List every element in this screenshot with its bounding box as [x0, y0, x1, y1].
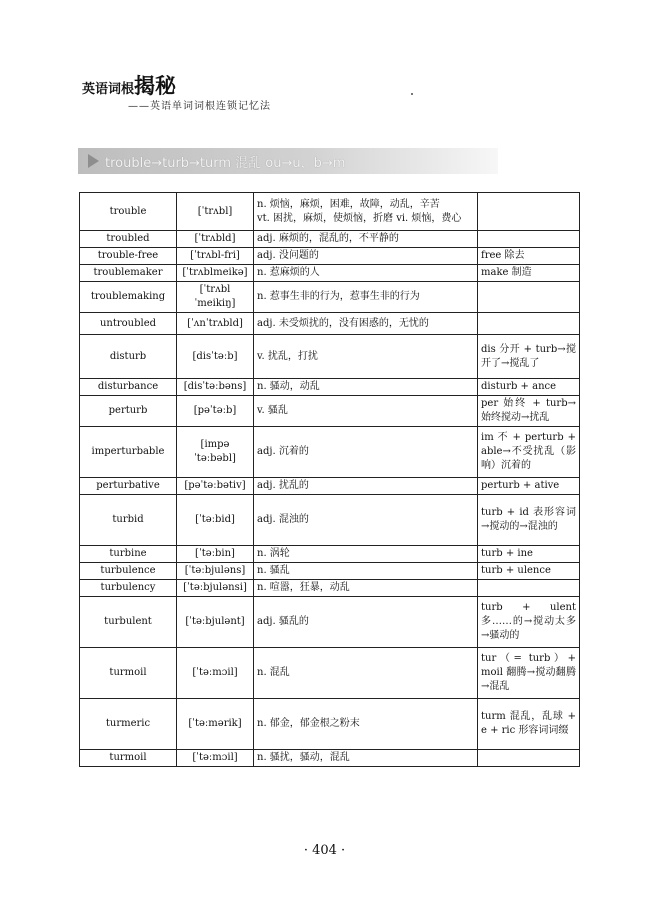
cell-meaning: adj. 扰乱的	[254, 478, 478, 495]
cell-phonetic: [ˈtəːbjuləns]	[177, 563, 254, 580]
table-row	[80, 699, 580, 750]
cell-meaning: n. 喧嚣，狂暴，动乱	[254, 580, 478, 597]
decorative-dot	[411, 93, 413, 95]
cell-etymology: disturb + ance	[478, 379, 580, 396]
cell-etymology: turb + ine	[478, 546, 580, 563]
cell-phonetic: [pəˈtəːb]	[177, 396, 254, 427]
cell-meaning: n. 郁金，郁金根之粉末	[254, 699, 478, 750]
book-title	[82, 70, 176, 100]
cell-meaning: n. 骚扰，骚动，混乱	[254, 750, 478, 767]
cell-phonetic: [ˈtrʌblˈmeikiŋ]	[177, 282, 254, 313]
cell-etymology: turb + id 表形容词→搅动的→混浊的	[478, 495, 580, 546]
table-row	[80, 495, 580, 546]
book-title-prefix: 英语词根	[82, 82, 135, 97]
table-row	[80, 563, 580, 580]
table-row	[80, 282, 580, 313]
cell-phonetic: [ˈtrʌblmeikə]	[177, 265, 254, 282]
vocabulary-table	[79, 192, 580, 767]
cell-etymology	[478, 313, 580, 335]
cell-meaning: n. 骚乱	[254, 563, 478, 580]
cell-phonetic: [ˈtrʌbld]	[177, 231, 254, 248]
cell-meaning: adj. 混浊的	[254, 495, 478, 546]
cell-word: turbid	[80, 495, 177, 546]
cell-etymology: free 除去	[478, 248, 580, 265]
cell-etymology	[478, 750, 580, 767]
cell-phonetic: [disˈtəːbəns]	[177, 379, 254, 396]
cell-word: turmoil	[80, 648, 177, 699]
cell-word: turbulent	[80, 597, 177, 648]
cell-etymology: tur（= turb）+ moil 翻腾→搅动翻腾→混乱	[478, 648, 580, 699]
table-row	[80, 648, 580, 699]
cell-phonetic: [ˈtəːmɔil]	[177, 750, 254, 767]
cell-word: disturbance	[80, 379, 177, 396]
cell-word: untroubled	[80, 313, 177, 335]
cell-etymology	[478, 282, 580, 313]
cell-word: turmoil	[80, 750, 177, 767]
cell-phonetic: [ˈtəːmɔil]	[177, 648, 254, 699]
cell-phonetic: [ˈtəːbjulənt]	[177, 597, 254, 648]
cell-word: troublemaker	[80, 265, 177, 282]
table-row	[80, 750, 580, 767]
cell-meaning: v. 骚乱	[254, 396, 478, 427]
cell-word: imperturbable	[80, 427, 177, 478]
cell-meaning: n. 混乱	[254, 648, 478, 699]
cell-word: turmeric	[80, 699, 177, 750]
cell-word: trouble	[80, 193, 177, 231]
cell-phonetic: [ˈtrʌbl]	[177, 193, 254, 231]
cell-phonetic: [disˈtəːb]	[177, 335, 254, 379]
table-row	[80, 546, 580, 563]
cell-word: turbulence	[80, 563, 177, 580]
cell-meaning: adj. 沉着的	[254, 427, 478, 478]
cell-meaning: n. 烦恼，麻烦，困难，故障，动乱，辛苦 vt. 困扰，麻烦，使烦恼，折磨 vi. 烦恼，费心	[254, 193, 478, 231]
book-subtitle: ——英语单词词根连锁记忆法	[128, 101, 271, 112]
cell-meaning: n. 惹麻烦的人	[254, 265, 478, 282]
section-banner	[78, 148, 498, 174]
cell-phonetic: [impəˈtəːbəbl]	[177, 427, 254, 478]
table-row	[80, 313, 580, 335]
cell-meaning: adj. 未受烦扰的，没有困惑的，无忧的	[254, 313, 478, 335]
cell-meaning: adj. 麻烦的，混乱的，不平静的	[254, 231, 478, 248]
table-row	[80, 193, 580, 231]
cell-word: disturb	[80, 335, 177, 379]
table-row	[80, 396, 580, 427]
cell-phonetic: [ˈtəːbid]	[177, 495, 254, 546]
cell-word: perturbative	[80, 478, 177, 495]
table-row	[80, 427, 580, 478]
cell-etymology: turm 混乱，乱球 + e + ric 形容词词缀	[478, 699, 580, 750]
cell-phonetic: [pəˈtəːbətiv]	[177, 478, 254, 495]
cell-etymology: turb + ulence	[478, 563, 580, 580]
cell-etymology: per 始终 + turb→始终搅动→扰乱	[478, 396, 580, 427]
book-title-big: 揭秘	[134, 73, 177, 98]
cell-phonetic: [ˈtəːbjulənsi]	[177, 580, 254, 597]
table-row	[80, 248, 580, 265]
cell-word: troubled	[80, 231, 177, 248]
page-number: · 404 ·	[303, 843, 346, 858]
cell-etymology: turb + ulent 多……的→搅动太多→骚动的	[478, 597, 580, 648]
table-row	[80, 265, 580, 282]
cell-meaning: adj. 骚乱的	[254, 597, 478, 648]
cell-etymology	[478, 580, 580, 597]
cell-etymology: dis 分开 + turb→搅开了→搅乱了	[478, 335, 580, 379]
cell-word: perturb	[80, 396, 177, 427]
cell-meaning: n. 涡轮	[254, 546, 478, 563]
cell-word: turbulency	[80, 580, 177, 597]
cell-etymology	[478, 193, 580, 231]
cell-phonetic: [ˈʌnˈtrʌbld]	[177, 313, 254, 335]
banner-arrow-icon	[88, 154, 99, 168]
cell-meaning: v. 扰乱，打扰	[254, 335, 478, 379]
table-row	[80, 597, 580, 648]
vocabulary-table-body	[80, 193, 580, 767]
cell-meaning: n. 骚动，动乱	[254, 379, 478, 396]
cell-etymology	[478, 231, 580, 248]
cell-phonetic: [ˈtrʌbl-fri]	[177, 248, 254, 265]
cell-word: turbine	[80, 546, 177, 563]
cell-etymology: make 制造	[478, 265, 580, 282]
table-row	[80, 580, 580, 597]
cell-meaning: n. 惹事生非的行为，惹事生非的行为	[254, 282, 478, 313]
cell-phonetic: [ˈtəːbin]	[177, 546, 254, 563]
table-row	[80, 335, 580, 379]
cell-etymology: perturb + ative	[478, 478, 580, 495]
cell-etymology: im 不 + perturb + able→不受扰乱（影响）沉着的	[478, 427, 580, 478]
cell-phonetic: [ˈtəːmərik]	[177, 699, 254, 750]
banner-text: trouble→turb→turm 混乱 ou→u，b→m	[105, 155, 346, 171]
table-row	[80, 231, 580, 248]
cell-meaning: adj. 没问题的	[254, 248, 478, 265]
table-row	[80, 379, 580, 396]
cell-word: troublemaking	[80, 282, 177, 313]
cell-word: trouble-free	[80, 248, 177, 265]
table-row	[80, 478, 580, 495]
